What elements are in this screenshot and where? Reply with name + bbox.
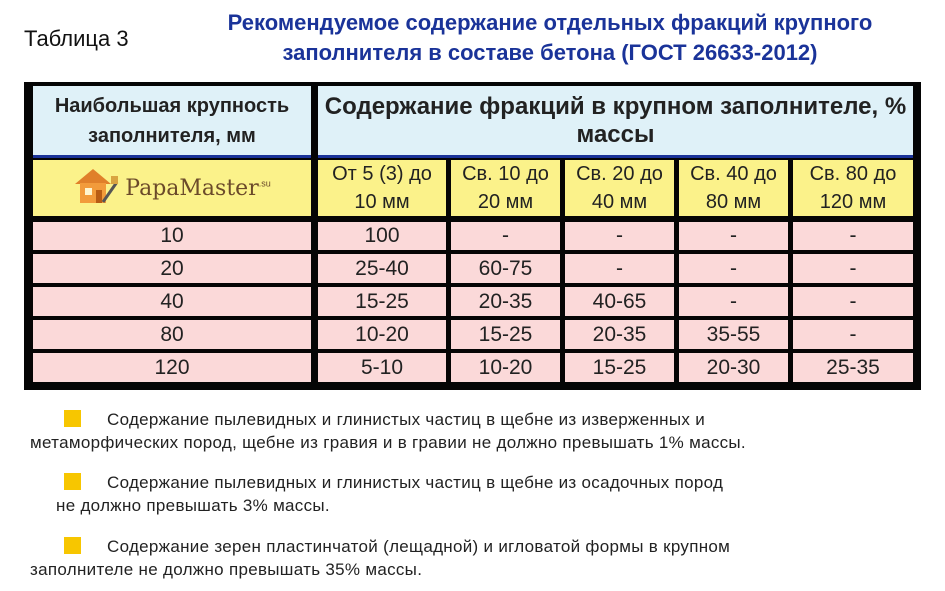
- table-cell: 15-25: [318, 287, 446, 316]
- table-cell: 5-10: [318, 353, 446, 382]
- table-cell: -: [679, 287, 788, 316]
- header-underline-right: [318, 155, 913, 158]
- table-cell: 25-35: [793, 353, 913, 382]
- table-cell: -: [565, 254, 674, 283]
- table-cell: 10: [33, 222, 311, 250]
- table-cell: -: [679, 222, 788, 250]
- subheader-fraction-1: От 5 (3) до 10 мм: [318, 160, 446, 216]
- subheader-fraction-5: Св. 80 до 120 мм: [793, 160, 913, 216]
- header-size-cell: [33, 86, 311, 155]
- logo-cell: [33, 160, 311, 216]
- table-cell: -: [451, 222, 560, 250]
- house-logo-icon: [73, 166, 119, 211]
- table-cell: 40-65: [565, 287, 674, 316]
- header-size-line-1: Наибольшая крупность: [54, 94, 290, 117]
- table-cell: 20-30: [679, 353, 788, 382]
- table-cell: 15-25: [565, 353, 674, 382]
- header-underline-left: [33, 155, 311, 158]
- subheader-fraction-2: Св. 10 до 20 мм: [451, 160, 560, 216]
- table-cell: -: [793, 320, 913, 349]
- table-cell: -: [679, 254, 788, 283]
- bullet-square-icon: [64, 473, 81, 490]
- table-cell: 20-35: [565, 320, 674, 349]
- table-cell: -: [565, 222, 674, 250]
- table-cell: 25-40: [318, 254, 446, 283]
- header-fractions-text: Содержание фракций в крупном заполнителе, % массы: [324, 92, 907, 148]
- page-title: [170, 8, 930, 68]
- table-cell: 20-35: [451, 287, 560, 316]
- bullet-square-icon: [64, 537, 81, 554]
- table-cell: -: [793, 222, 913, 250]
- bullet-square-icon: [64, 410, 81, 427]
- table-cell: 15-25: [451, 320, 560, 349]
- table-cell: 10-20: [318, 320, 446, 349]
- header-fractions-cell: [318, 86, 913, 155]
- table-cell: -: [793, 287, 913, 316]
- fractions-table: [24, 82, 921, 390]
- title-line-2: заполнителя в составе бетона (ГОСТ 26633-2012): [282, 40, 818, 65]
- note-2: Содержание пылевидных и глинистых частиц в щебне из осадочных пород не должно превышать 3% массы.: [56, 473, 724, 515]
- table-cell: 10-20: [451, 353, 560, 382]
- table-cell: 100: [318, 222, 446, 250]
- table-number-label: Таблица 3: [24, 26, 129, 51]
- table-cell: -: [793, 254, 913, 283]
- table-cell: 120: [33, 353, 311, 382]
- header-size-line-2: заполнителя, мм: [88, 124, 256, 147]
- table-cell: 80: [33, 320, 311, 349]
- table-cell: 35-55: [679, 320, 788, 349]
- note-1: Содержание пылевидных и глинистых частиц в щебне из изверженных и метаморфических пород, щебне из гравия и в гравии не должно превышать 1% массы.: [30, 410, 746, 452]
- title-line-1: Рекомендуемое содержание отдельных фракций крупного: [227, 10, 873, 35]
- table-cell: 20: [33, 254, 311, 283]
- subheader-fraction-3: Св. 20 до 40 мм: [565, 160, 674, 216]
- table-cell: 40: [33, 287, 311, 316]
- table-cell: 60-75: [451, 254, 560, 283]
- note-3: Содержание зерен пластинчатой (лещадной) и игловатой формы в крупном заполнителе не должно превышать 35% массы.: [30, 537, 731, 579]
- logo-text: PapaMaster$^{.su}$: [125, 175, 271, 201]
- subheader-fraction-4: Св. 40 до 80 мм: [679, 160, 788, 216]
